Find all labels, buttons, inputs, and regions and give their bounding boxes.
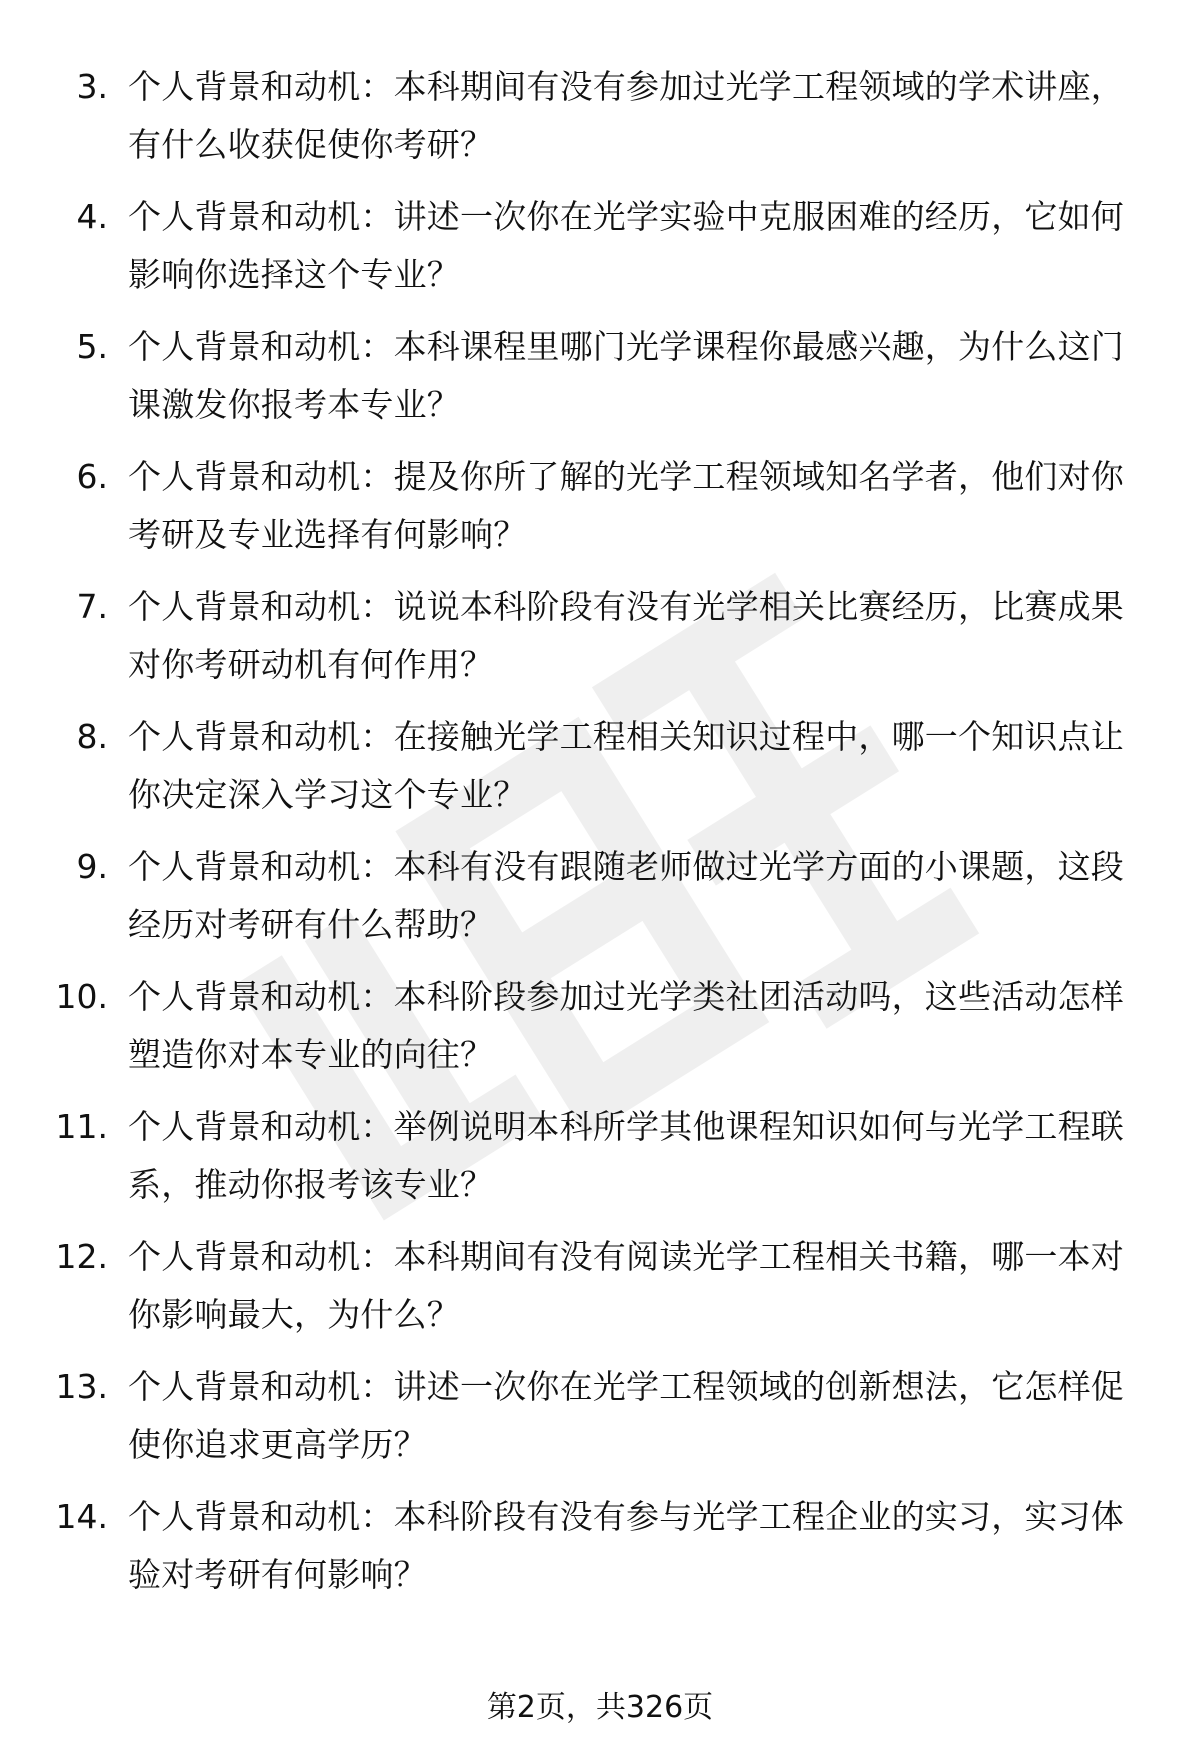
question-text: 个人背景和动机：讲述一次你在光学实验中克服困难的经历，它如何影响你选择这个专业？ bbox=[128, 197, 1124, 294]
list-item bbox=[0, 188, 1200, 318]
question-text: 个人背景和动机：本科阶段有没有参与光学工程企业的实习，实习体验对考研有何影响？ bbox=[128, 1497, 1124, 1594]
question-number: 6. bbox=[76, 457, 108, 496]
question-number: 11. bbox=[55, 1107, 108, 1146]
list-item bbox=[0, 968, 1200, 1098]
list-item bbox=[0, 578, 1200, 708]
question-list bbox=[0, 58, 1200, 1618]
list-item bbox=[0, 318, 1200, 448]
question-number: 12. bbox=[55, 1237, 108, 1276]
question-text: 个人背景和动机：本科有没有跟随老师做过光学方面的小课题，这段经历对考研有什么帮助？ bbox=[128, 847, 1124, 944]
question-text: 个人背景和动机：在接触光学工程相关知识过程中，哪一个知识点让你决定深入学习这个专业？ bbox=[128, 717, 1124, 814]
question-text: 个人背景和动机：提及你所了解的光学工程领域知名学者，他们对你考研及专业选择有何影响？ bbox=[128, 457, 1124, 554]
question-number: 3. bbox=[76, 67, 108, 106]
list-item bbox=[0, 1358, 1200, 1488]
list-item bbox=[0, 838, 1200, 968]
question-text: 个人背景和动机：本科期间有没有参加过光学工程领域的学术讲座，有什么收获促使你考研？ bbox=[128, 67, 1124, 164]
list-item bbox=[0, 1488, 1200, 1618]
question-text: 个人背景和动机：举例说明本科所学其他课程知识如何与光学工程联系，推动你报考该专业？ bbox=[128, 1107, 1124, 1204]
question-text: 个人背景和动机：本科期间有没有阅读光学工程相关书籍，哪一本对你影响最大，为什么？ bbox=[128, 1237, 1124, 1334]
question-number: 5. bbox=[76, 327, 108, 366]
question-number: 10. bbox=[55, 977, 108, 1016]
list-item bbox=[0, 708, 1200, 838]
question-text: 个人背景和动机：本科课程里哪门光学课程你最感兴趣，为什么这门课激发你报考本专业？ bbox=[128, 327, 1124, 424]
list-item bbox=[0, 58, 1200, 188]
question-text: 个人背景和动机：讲述一次你在光学工程领域的创新想法，它怎样促使你追求更高学历？ bbox=[128, 1367, 1124, 1464]
list-item bbox=[0, 448, 1200, 578]
question-number: 14. bbox=[55, 1497, 108, 1536]
question-number: 7. bbox=[76, 587, 108, 626]
question-text: 个人背景和动机：本科阶段参加过光学类社团活动吗，这些活动怎样塑造你对本专业的向往？ bbox=[128, 977, 1124, 1074]
question-number: 4. bbox=[76, 197, 108, 236]
question-number: 9. bbox=[76, 847, 108, 886]
page-footer: 第2页，共326页 bbox=[486, 1690, 714, 1725]
question-text: 个人背景和动机：说说本科阶段有没有光学相关比赛经历，比赛成果对你考研动机有何作用？ bbox=[128, 587, 1124, 684]
question-number: 8. bbox=[76, 717, 108, 756]
list-item bbox=[0, 1098, 1200, 1228]
question-number: 13. bbox=[55, 1367, 108, 1406]
list-item bbox=[0, 1228, 1200, 1358]
